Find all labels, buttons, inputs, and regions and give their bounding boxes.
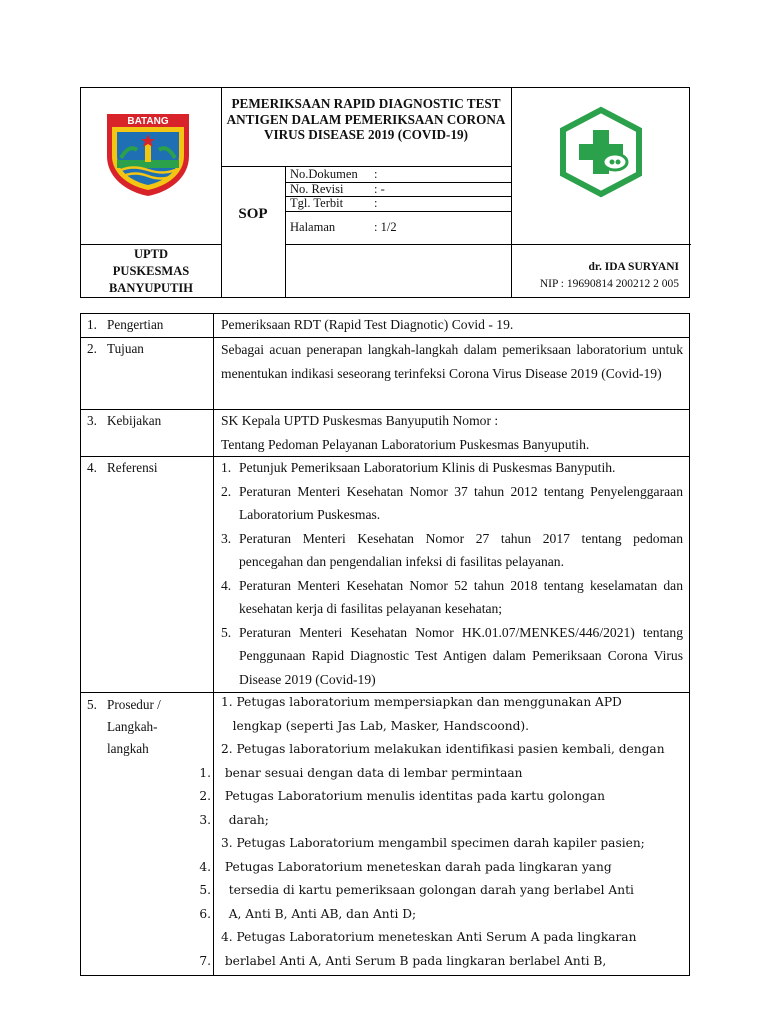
divider (285, 211, 511, 212)
section-label-kebijakan: 3. Kebijakan (87, 413, 162, 428)
section-label-prosedur: 5. Prosedur / Langkah- langkah (87, 697, 161, 756)
section-label-pengertian: 1. Pengertian (87, 317, 164, 332)
list-item: 2. Peraturan Menteri Kesehatan Nomor 37 tahun 2012 tentang Penyelenggaraan Laboratorium Puskesmas. (221, 483, 683, 522)
divider (285, 166, 286, 297)
doc-field-revision: No. Revisi : - (290, 182, 385, 196)
signer-nip: NIP : 19690814 200212 2 005 (539, 278, 679, 290)
list-item: 3. Peraturan Menteri Kesehatan Nomor 27 tahun 2017 tentang pedoman pencegahan dan pengendalian infeksi di fasilitas pelayanan. (221, 530, 683, 569)
procedure-left-number: 3. (199, 812, 211, 827)
section-text-pengertian: Pemeriksaan RDT (Rapid Test Diagnotic) Covid - 19. (221, 317, 514, 332)
puskesmas-logo (557, 106, 645, 198)
sop-header-table (80, 87, 690, 298)
procedure-line: 2. Petugas laboratorium melakukan identifikasi pasien kembali, dengan (221, 742, 665, 756)
list-item: 4. Peraturan Menteri Kesehatan Nomor 52 tahun 2018 tentang keselamatan dan kesehatan kerja di fasilitas pelayanan kesehatan; (221, 577, 683, 616)
sop-content-table (80, 313, 690, 976)
procedure-line: Petugas Laboratorium menulis identitas pada kartu golongan (221, 789, 606, 803)
procedure-line: benar sesuai dengan data di lembar permintaan (221, 765, 523, 780)
section-label-referensi: 4. Referensi (87, 460, 158, 475)
divider (285, 244, 691, 245)
sop-label: SOP (238, 206, 268, 222)
procedure-left-number: 4. (199, 859, 211, 874)
doc-field-number: No.Dokumen : (290, 167, 378, 181)
logo-text: BATANG (127, 116, 169, 127)
document-title: PEMERIKSAAN RAPID DIAGNOSTIC TEST ANTIGEN DALAM PEMERIKSAAN CORONA VIRUS DISEASE 2019 (COVID-19) (226, 96, 506, 142)
procedure-line: tersedia di kartu pemeriksaan golongan darah yang berlabel Anti (221, 883, 634, 897)
doc-field-page: Halaman : 1/2 (290, 220, 397, 234)
divider (511, 88, 512, 297)
section-list-referensi (221, 456, 683, 691)
procedure-line: Petugas Laboratorium meneteskan darah pada lingkaran yang (221, 859, 612, 874)
procedure-left-number: 2. (199, 789, 211, 803)
section-label-tujuan: 2. Tujuan (87, 341, 144, 356)
divider (81, 244, 221, 245)
procedure-left-number: 6. (199, 906, 211, 921)
procedure-left-number: 1. (199, 765, 211, 780)
doc-field-issue-date: Tgl. Terbit : (290, 196, 378, 210)
section-text-kebijakan: SK Kepala UPTD Puskesmas Banyuputih Nomor : Tentang Pedoman Pelayanan Laboratorium Puskesmas Banyuputih. (221, 413, 590, 452)
organization-name: UPTD PUSKESMAS BANYUPUTIH (108, 247, 194, 295)
list-item: 1. Petunjuk Pemeriksaan Laboratorium Klinis di Puskesmas Banyputih. (221, 460, 616, 475)
batang-crest-logo (103, 110, 193, 198)
procedure-line: lengkap (seperti Jas Lab, Masker, Handscoond). (221, 718, 530, 733)
signer-name: dr. IDA SURYANI (588, 261, 679, 273)
section-text-prosedur (221, 691, 683, 973)
procedure-left-number: 7. (199, 953, 211, 968)
divider (213, 314, 214, 975)
procedure-line: 1. Petugas laboratorium mempersiapkan dan menggunakan APD (221, 695, 622, 709)
procedure-line: 4. Petugas Laboratorium meneteskan Anti Serum A pada lingkaran (221, 930, 637, 944)
procedure-line: darah; (221, 812, 269, 827)
procedure-line: 3. Petugas Laboratorium mengambil specimen darah kapiler pasien; (221, 836, 645, 850)
section-text-tujuan: Sebagai acuan penerapan langkah-langkah dalam pemeriksaan laboratorium untuk menentukan indikasi seseorang terinfeksi Corona Virus Disease 2019 (Covid-19) (221, 342, 683, 381)
list-item: 5. Peraturan Menteri Kesehatan Nomor HK.01.07/MENKES/446/2021) tentang Penggunaan Rapid Diagnostic Test Antigen dalam Pemeriksaan Corona Virus Disease 2019 (Covid-19) (221, 624, 683, 687)
procedure-left-number: 5. (199, 883, 211, 897)
procedure-line: berlabel Anti A, Anti Serum B pada lingkaran berlabel Anti B, (221, 953, 607, 968)
procedure-line: A, Anti B, Anti AB, dan Anti D; (221, 906, 417, 921)
